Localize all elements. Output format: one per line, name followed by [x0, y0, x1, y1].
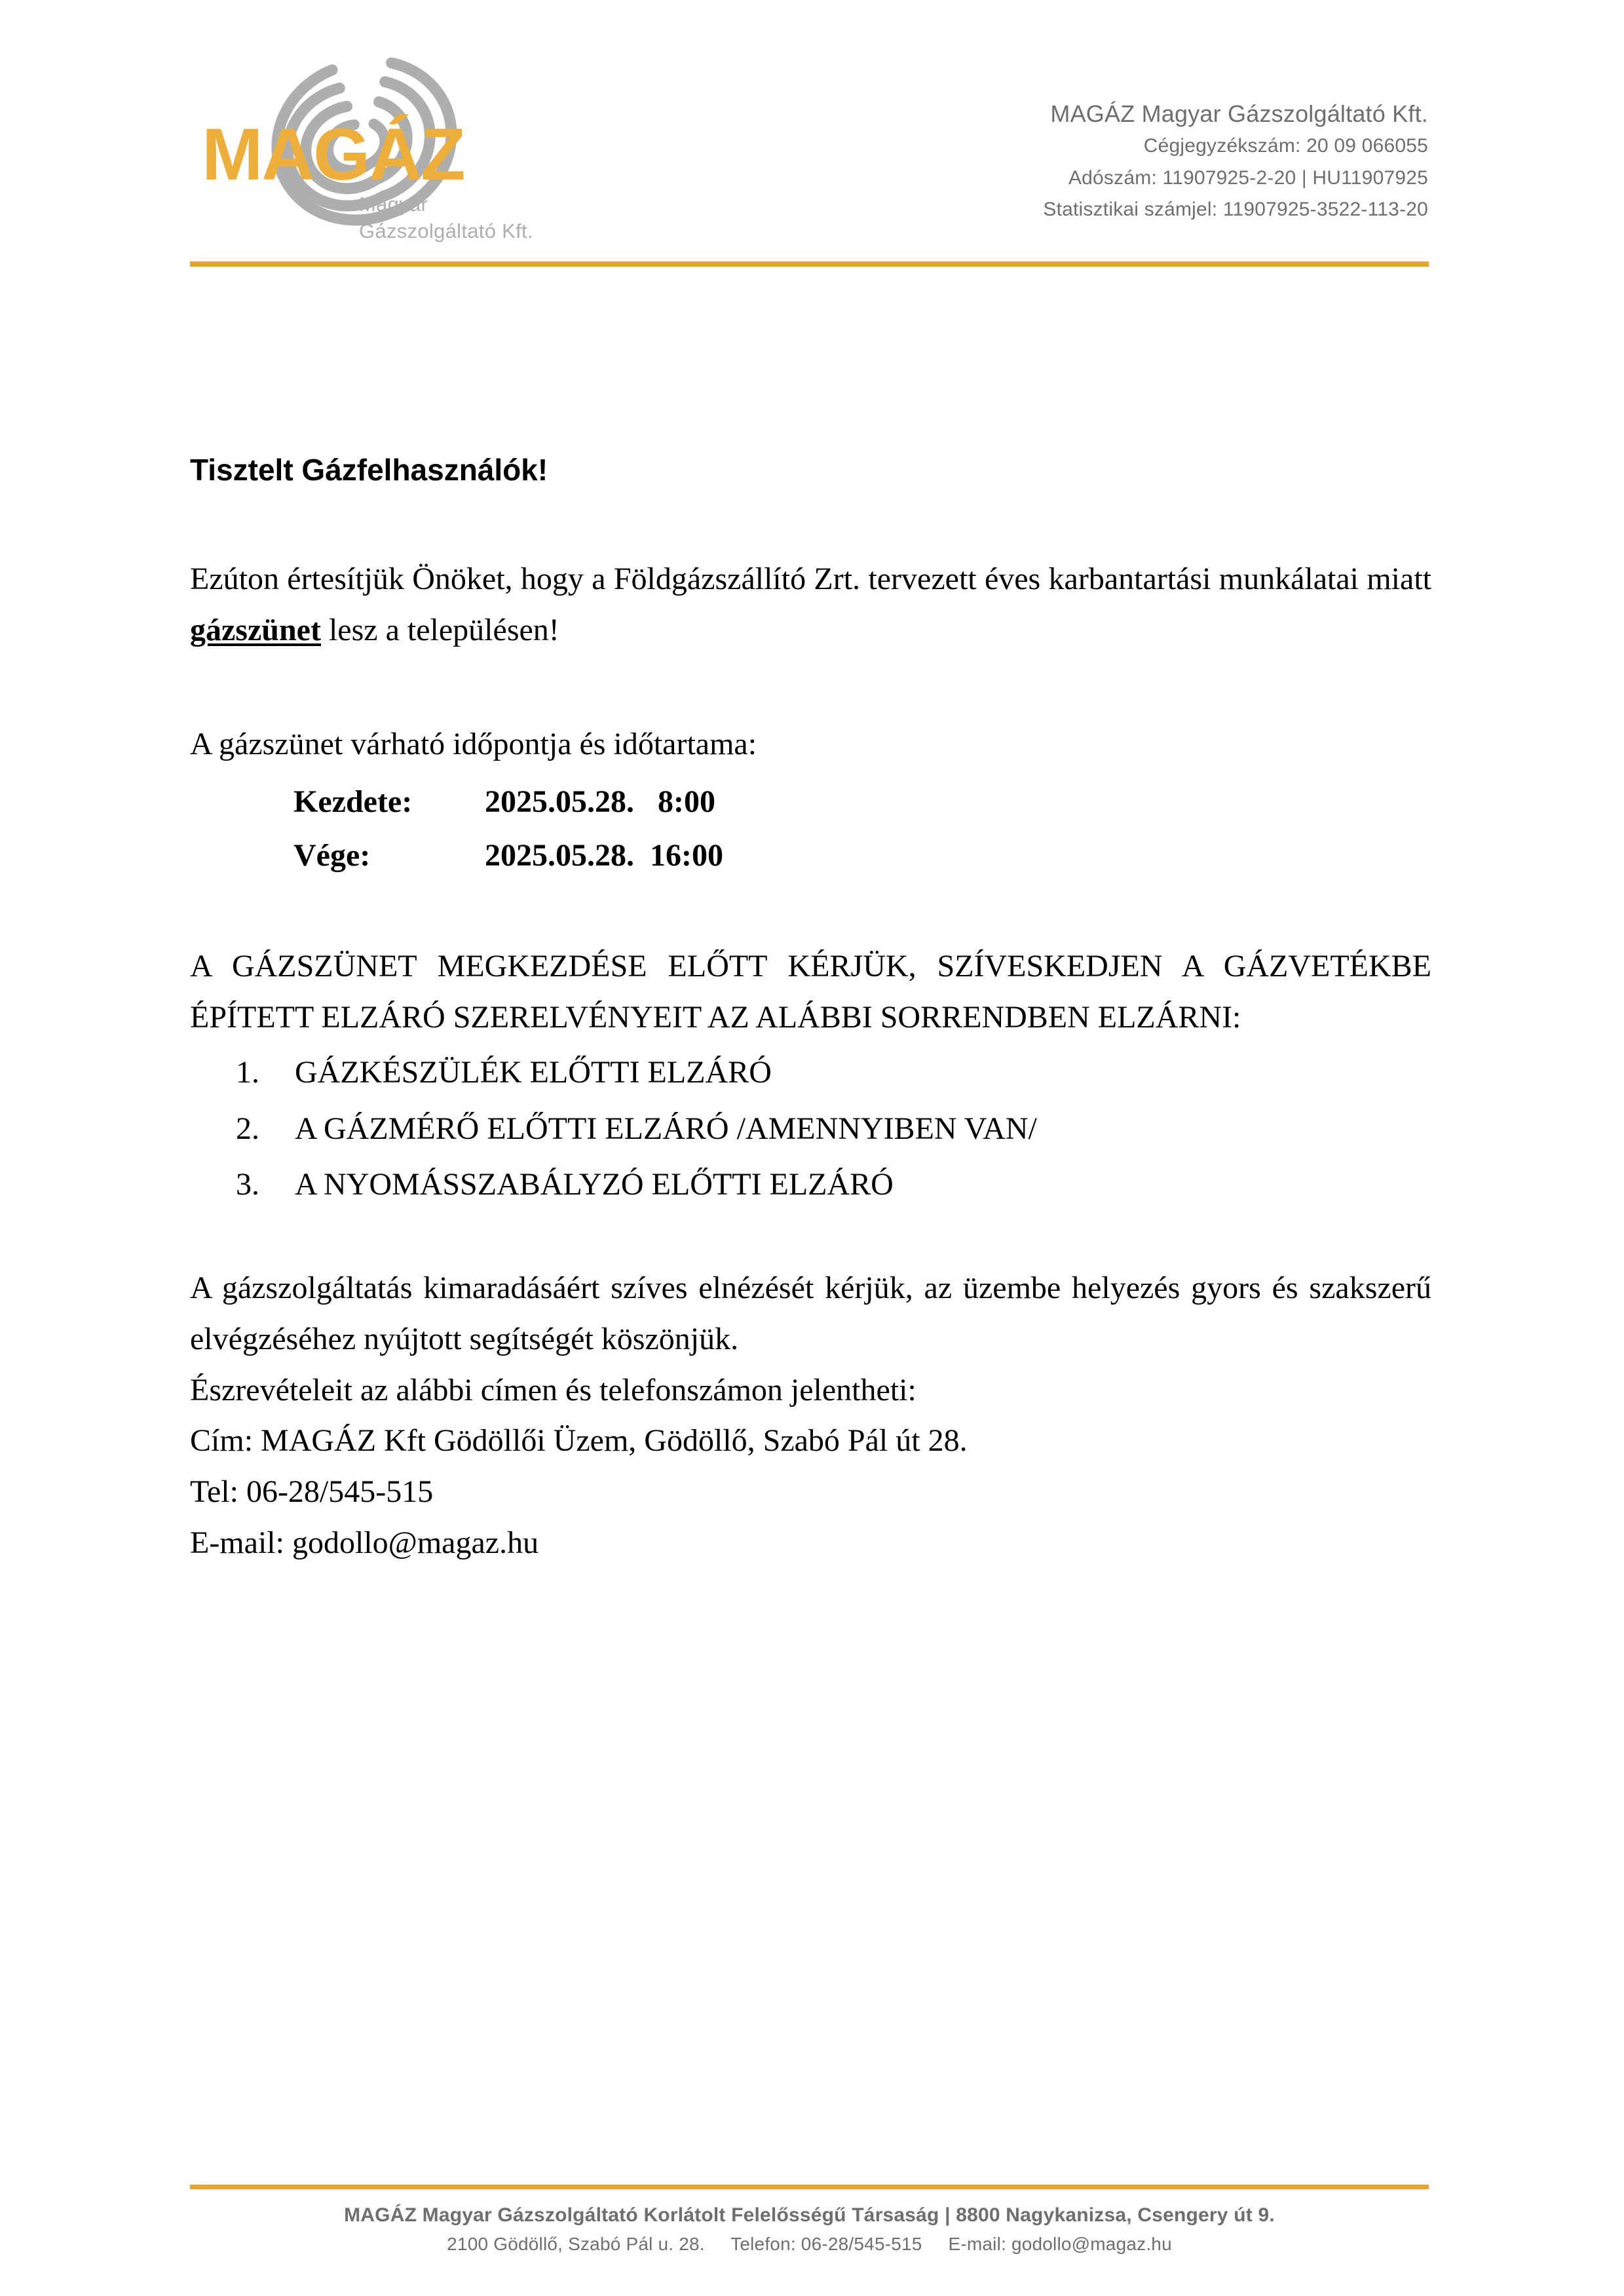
header-registration-number: Cégjegyzékszám: 20 09 066055	[1143, 135, 1428, 157]
footer-company-line: MAGÁZ Magyar Gázszolgáltató Korlátolt Felelősségű Társaság | 8800 Nagykanizsa, Csengery út 9.	[344, 2204, 1275, 2226]
shutoff-instruction: A GÁZSZÜNET MEGKEZDÉSE ELŐTT KÉRJÜK, SZÍVESKEDJEN A GÁZVETÉKBE ÉPÍTETT ELZÁRÓ SZERELVÉNYEIT AZ ALÁBBI SORRENDBEN ELZÁRNI:	[190, 949, 1431, 1035]
page-title: Tisztelt Gázfelhasználók!	[190, 453, 548, 487]
feedback-intro: Észrevételeit az alábbi címen és telefonszámon jelentheti:	[190, 1372, 916, 1407]
logo-tagline	[359, 191, 533, 245]
logo-tagline-line1: Magyar	[359, 193, 428, 216]
intro-paragraph	[190, 554, 1431, 656]
contact-phone: Tel: 06-28/545-515	[190, 1474, 434, 1510]
list-item: 1. GÁZKÉSZÜLÉK ELŐTTI ELZÁRÓ	[267, 1047, 1431, 1098]
schedule-start-label: Kezdete:	[293, 784, 413, 820]
header-company-name: MAGÁZ Magyar Gázszolgáltató Kft.	[1050, 100, 1428, 127]
list-item: 2. A GÁZMÉRŐ ELŐTTI ELZÁRÓ /AMENNYIBEN VAN/	[267, 1103, 1431, 1155]
document-body	[190, 452, 1431, 1569]
footer-contact-line: 2100 Gödöllő, Szabó Pál u. 28. Telefon: 06-28/545-515 E-mail: godollo@magaz.hu	[447, 2234, 1172, 2254]
table-row	[190, 786, 723, 840]
contact-email: E-mail: godollo@magaz.hu	[190, 1525, 539, 1560]
schedule-end-label: Vége:	[293, 838, 371, 873]
header-company-details	[642, 97, 1428, 226]
document-footer	[190, 2200, 1429, 2259]
list-item: 3. A NYOMÁSSZABÁLYZÓ ELŐTTI ELZÁRÓ	[267, 1159, 1431, 1210]
spacer	[190, 894, 1431, 941]
header-statistical-id: Statisztikai számjel: 11907925-3522-113-20	[1043, 199, 1428, 221]
apology-paragraph: A gázszolgáltatás kimaradásáért szíves elnézését kérjük, az üzembe helyezés gyors és szakszerű elvégzéséhez nyújtott segítségét köszönjük.	[190, 1271, 1431, 1356]
magaz-logo	[190, 46, 596, 242]
table-row	[190, 840, 723, 894]
schedule-heading: A gázszünet várható időpontja és időtartama:	[190, 726, 757, 761]
contact-address: Cím: MAGÁZ Kft Gödöllői Üzem, Gödöllő, Szabó Pál út 28.	[190, 1423, 968, 1459]
spacer	[190, 656, 1431, 719]
outage-schedule-table	[190, 786, 723, 894]
schedule-end-value: 2025.05.28. 16:00	[485, 838, 723, 873]
spacer	[190, 1215, 1431, 1263]
document-header	[190, 39, 1428, 242]
intro-text-before: Ezúton értesítjük Önöket, hogy a Földgázszállító Zrt. tervezett éves karbantartási munkálatai miatt	[190, 562, 1431, 597]
header-tax-number: Adószám: 11907925-2-20 | HU11907925	[1068, 166, 1428, 189]
logo-wordmark: MAGÁZ	[202, 113, 464, 195]
gas-outage-highlight: gázszünet	[190, 612, 321, 647]
footer-divider	[190, 2185, 1429, 2189]
shutoff-steps-list	[190, 1047, 1431, 1210]
intro-text-after: lesz a településen!	[320, 612, 559, 647]
logo-tagline-line2: Gázszolgáltató Kft.	[359, 219, 533, 242]
schedule-start-value: 2025.05.28. 8:00	[485, 784, 715, 820]
header-divider	[190, 261, 1429, 267]
